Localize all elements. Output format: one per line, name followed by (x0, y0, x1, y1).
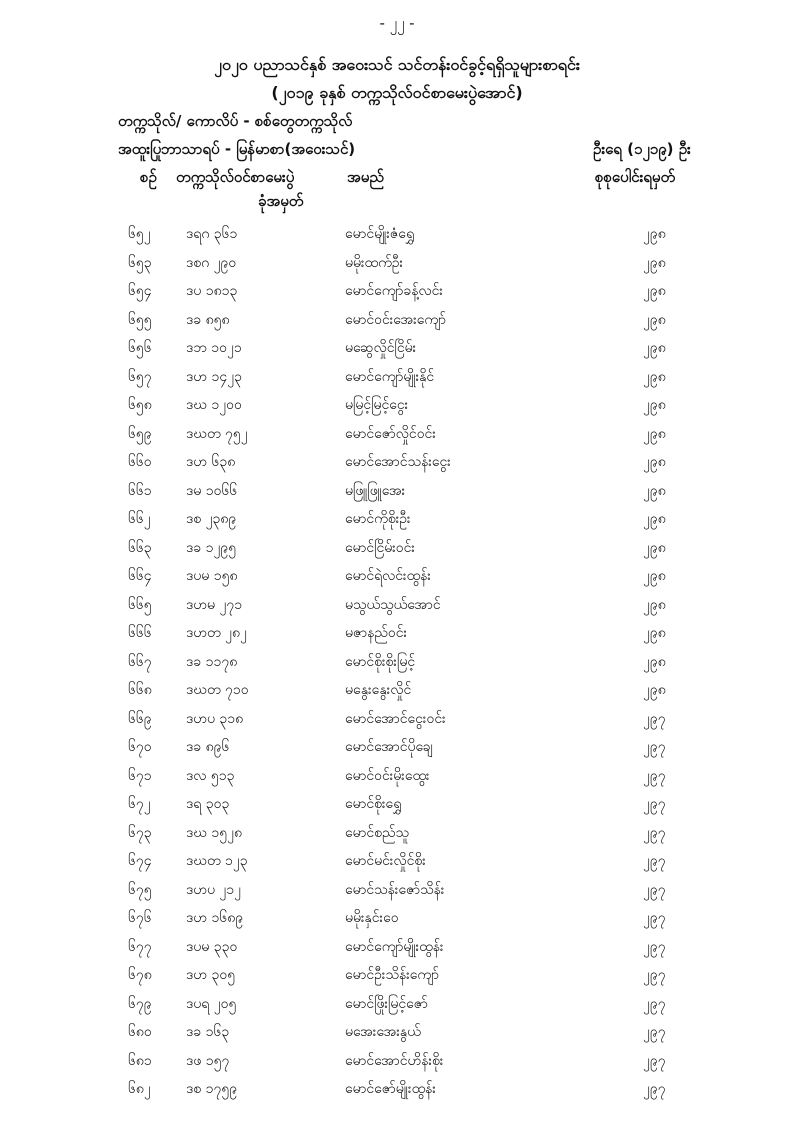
serial-cell: ၆၆၄ (128, 568, 152, 584)
marks-cell: ၂၉၇ (643, 739, 666, 755)
marks-cell: ၂၉၇ (643, 710, 666, 727)
name-cell: မောင်စိုးစိုးမြင့် (345, 653, 416, 670)
table-row (0, 505, 794, 534)
serial-cell: ၆၅၂ (128, 226, 151, 242)
table-row (0, 648, 794, 677)
table-row (0, 277, 794, 306)
name-cell: မောင်ဖြိုးမြင့်ဇော် (345, 995, 428, 1012)
roll-number-cell: ဒစဂ ၂၉၀ (186, 254, 237, 271)
document-title: ၂၀၂၀ ပညာသင်နှစ် အဝေးသင် သင်တန်းဝင်ခွင့်ရရှိသူများစာရင်း (214, 55, 580, 74)
serial-cell: ၆၅၈ (128, 397, 152, 413)
name-cell: မောင်အောင်ငွေးဝင်း (345, 710, 446, 727)
name-cell: မောင်အောင်ဟိန်းစိုး (345, 1052, 444, 1069)
marks-cell: ၂၉၈ (643, 226, 666, 242)
name-cell: မောင်အောင်ပိုချေ (345, 739, 433, 755)
marks-cell: ၂၉၈ (643, 511, 666, 527)
roll-number-cell: ဒမ ၁၀၆၆ (186, 482, 238, 499)
roll-number-cell: ဒခ ၁၁၇၈ (186, 653, 238, 670)
marks-cell: ၂၉၈ (643, 568, 666, 584)
marks-cell: ၂၉၈ (643, 368, 666, 385)
document-subtitle: (၂၀၁၉ ခုနှစ် တက္ကသိုလ်ဝင်စာမေးပွဲအောင်) (271, 83, 523, 102)
table-row (0, 705, 794, 734)
table-row (0, 1018, 794, 1047)
marks-cell: ၂၉၈ (643, 340, 666, 356)
name-cell: မောင်ဇော်လှိုင်ဝင်း (345, 425, 436, 442)
marks-cell: ၂၉၇ (643, 995, 666, 1012)
table-row (0, 790, 794, 819)
serial-cell: ၆၆၈ (128, 682, 152, 698)
name-cell: မောင်ငြိမ်းဝင်း (345, 539, 415, 556)
name-cell: မောင်ဝင်းမိုးထွေး (345, 767, 430, 784)
roll-number-cell: ဒစ ၁၇၅၉ (186, 1081, 238, 1097)
specialization-line: အထူးပြုဘာသာရပ် - မြန်မာစာ(အဝေးသင်) (118, 140, 356, 158)
marks-cell: ၂၉၈ (643, 596, 666, 613)
table-row (0, 363, 794, 392)
roll-number-cell: ဒပမ ၃၃၀ (186, 938, 238, 955)
table-row (0, 220, 794, 249)
serial-cell: ၆၇၁ (128, 767, 152, 784)
roll-number-cell: ဒဃ ၁၅၂၈ (186, 824, 243, 841)
page-number: - ၂၂ - (379, 14, 415, 32)
marks-cell: ၂၉၈ (643, 653, 666, 670)
table-row (0, 420, 794, 449)
roll-number-cell: ဒဘ ၁၀၂၁ (186, 340, 242, 356)
roll-number-cell: ဒပမ ၁၅၈ (186, 568, 238, 584)
table-row (0, 819, 794, 848)
marks-cell: ၂၉၇ (643, 824, 666, 841)
roll-number-cell: ဒဟပ ၂၁၂ (186, 881, 242, 898)
serial-cell: ၆၆၁ (128, 482, 152, 499)
serial-cell: ၆၇၂ (128, 796, 151, 812)
roll-number-cell: ဒဃတ ၇၁၀ (186, 682, 249, 698)
marks-cell: ၂၉၈ (643, 311, 666, 328)
serial-cell: ၆၅၉ (128, 425, 152, 442)
serial-cell: ၆၇၃ (128, 824, 152, 841)
name-cell: မမိုးနှင်းဝေ (345, 910, 399, 926)
name-cell: မောင်ကျော်မျိုးနိုင် (345, 368, 435, 385)
table-row (0, 876, 794, 905)
name-cell: မောင်ကျော်ခန့်လင်း (345, 283, 443, 299)
serial-cell: ၆၆၅ (128, 596, 152, 613)
marks-cell: ၂၉၈ (643, 283, 666, 299)
marks-cell: ၂၉၇ (643, 1081, 666, 1097)
table-row (0, 391, 794, 420)
serial-cell: ၆၈၂ (128, 1081, 151, 1097)
name-cell: မနွေးနွေးလှိုင် (345, 682, 412, 698)
column-header-roll: တက္ကသိုလ်ဝင်စာမေးပွဲ (176, 168, 295, 186)
table-row (0, 477, 794, 506)
name-cell: မောင်အောင်သန်းငွေး (345, 454, 451, 470)
table-row (0, 904, 794, 933)
roll-number-cell: ဒပ ၁၈၁၃ (186, 283, 238, 299)
marks-cell: ၂၉၈ (643, 425, 666, 442)
roll-number-cell: ဒဟ ၁၄၂၃ (186, 368, 242, 385)
marks-cell: ၂၉၈ (643, 539, 666, 556)
table-row (0, 249, 794, 278)
serial-cell: ၆၅၄ (128, 283, 152, 299)
table-row (0, 534, 794, 563)
marks-cell: ၂၉၈ (643, 482, 666, 499)
marks-cell: ၂၉၇ (643, 1052, 666, 1069)
serial-cell: ၆၇၅ (128, 881, 152, 898)
roll-number-cell: ဒရဂ ၃၆၁ (186, 226, 238, 242)
serial-cell: ၆၈၁ (128, 1052, 152, 1069)
roll-number-cell: ဒဃ ၁၂၀၀ (186, 397, 242, 413)
marks-cell: ၂၉၇ (643, 796, 666, 812)
serial-cell: ၆၆၀ (128, 454, 152, 470)
table-row (0, 676, 794, 705)
marks-cell: ၂၉၈ (643, 682, 666, 698)
name-cell: မမြင့်မြင့်ငွေး (345, 397, 409, 413)
serial-cell: ၆၇၈ (128, 967, 152, 983)
name-cell: မောင်ကျော်မျိုးထွန်း (345, 938, 444, 955)
serial-cell: ၆၆၇ (128, 653, 152, 670)
roll-number-cell: ဒဖ ၁၅၇ (186, 1052, 230, 1069)
serial-cell: ၆၆၉ (128, 710, 152, 727)
roll-number-cell: ဒဟမ ၂၇၁ (186, 596, 243, 613)
serial-cell: ၆၇၄ (128, 853, 152, 869)
serial-cell: ၆၅၇ (128, 368, 152, 385)
name-cell: မောင်ကိုစိုးဦး (345, 511, 411, 527)
roll-number-cell: ဒခ ၈၉၆ (186, 739, 230, 755)
name-cell: မဆွေလှိုင်ငြိမ်း (345, 340, 417, 356)
marks-cell: ၂၉၇ (643, 910, 666, 926)
name-cell: မောင်ရဲလင်းထွန်း (345, 568, 431, 584)
serial-cell: ၆၅၃ (128, 254, 152, 271)
marks-cell: ၂၉၈ (643, 454, 666, 470)
serial-cell: ၆၆၃ (128, 539, 152, 556)
marks-cell: ၂၉၈ (643, 254, 666, 271)
marks-cell: ၂၉၇ (643, 853, 666, 869)
university-line: တက္ကသိုလ်/ ကောလိပ် - စစ်တွေတက္ကသိုလ် (118, 112, 353, 130)
marks-cell: ၂၉၇ (643, 881, 666, 898)
column-header-name: အမည် (347, 168, 384, 186)
table-row (0, 933, 794, 962)
marks-cell: ၂၉၇ (643, 1024, 666, 1040)
serial-cell: ၆၇၆ (128, 910, 152, 926)
table-row (0, 619, 794, 648)
column-header-roll-line2: ခုံအမှတ် (258, 192, 304, 210)
column-header-marks: စုစုပေါင်းရမှတ် (595, 168, 676, 186)
serial-cell: ၆၇၀ (128, 739, 152, 755)
serial-cell: ၆၇၇ (128, 938, 152, 955)
table-row (0, 562, 794, 591)
total-count: ဦးရေ (၁၂၁၉) ဦး (593, 140, 691, 158)
table-row (0, 961, 794, 990)
roll-number-cell: ဒဟ ၆၃၈ (186, 454, 236, 470)
roll-number-cell: ဒခ ၁၂၉၅ (186, 539, 237, 556)
name-cell: မောင်သန်းဇော်သိန်း (345, 881, 445, 898)
name-cell: မောင်စိုးရွှေ (345, 796, 402, 812)
roll-number-cell: ဒဃတ ၁၂၃ (186, 853, 248, 869)
roll-number-cell: ဒရ ၃၀၃ (186, 796, 230, 812)
name-cell: မောင်စည်သူ (345, 824, 410, 841)
table-row (0, 334, 794, 363)
table-row (0, 733, 794, 762)
marks-cell: ၂၉၈ (643, 397, 666, 413)
roll-number-cell: ဒစ ၂၃၈၉ (186, 511, 237, 527)
marks-cell: ၂၉၇ (643, 967, 666, 983)
name-cell: မသွယ်သွယ်အောင် (345, 596, 441, 613)
roll-number-cell: ဒဟပ ၃၁၈ (186, 710, 244, 727)
roll-number-cell: ဒဟတ ၂၈၂ (186, 625, 247, 641)
marks-cell: ၂၉၇ (643, 767, 666, 784)
table-row (0, 1047, 794, 1076)
table-row (0, 591, 794, 620)
roll-number-cell: ဒဃတ ၇၅၂ (186, 425, 248, 442)
name-cell: မောင်ဇော်မျိုးထွန်း (345, 1081, 436, 1097)
name-cell: မောင်ဦးသိန်းကျော် (345, 967, 440, 983)
marks-cell: ၂၉၇ (643, 938, 666, 955)
serial-cell: ၆၆၆ (128, 625, 152, 641)
table-row (0, 306, 794, 335)
roll-number-cell: ဒဟ ၁၆၈၉ (186, 910, 244, 926)
serial-cell: ၆၅၅ (128, 311, 152, 328)
table-row (0, 762, 794, 791)
name-cell: မောင်မင်းလှိုင်စိုး (345, 853, 426, 869)
table-row (0, 990, 794, 1019)
name-cell: မဖြူဖြူအေး (345, 482, 406, 499)
name-cell: မောင်ဝင်းအေးကျော် (345, 311, 447, 328)
roll-number-cell: ဒခ ၁၆၃ (186, 1024, 230, 1040)
roll-number-cell: ဒလ ၅၁၃ (186, 767, 235, 784)
column-header-serial: စဉ် (140, 168, 157, 186)
serial-cell: ၆၆၂ (128, 511, 151, 527)
name-cell: မမိုးထက်ဦး (345, 254, 404, 271)
table-row (0, 1075, 794, 1104)
table-row (0, 847, 794, 876)
roll-number-cell: ဒဟ ၃၀၅ (186, 967, 236, 983)
results-list (0, 220, 794, 1104)
serial-cell: ၆၈၀ (128, 1024, 152, 1040)
name-cell: မဇာနည်ဝင်း (345, 625, 408, 641)
roll-number-cell: ဒပရ ၂၀၅ (186, 995, 237, 1012)
name-cell: မအေးအေးနွယ် (345, 1024, 421, 1040)
serial-cell: ၆၅၆ (128, 340, 152, 356)
table-row (0, 448, 794, 477)
serial-cell: ၆၇၉ (128, 995, 152, 1012)
marks-cell: ၂၉၈ (643, 625, 666, 641)
roll-number-cell: ဒခ ၈၅၈ (186, 311, 230, 328)
name-cell: မောင်မျိုးဇံရွှေ (345, 226, 415, 242)
